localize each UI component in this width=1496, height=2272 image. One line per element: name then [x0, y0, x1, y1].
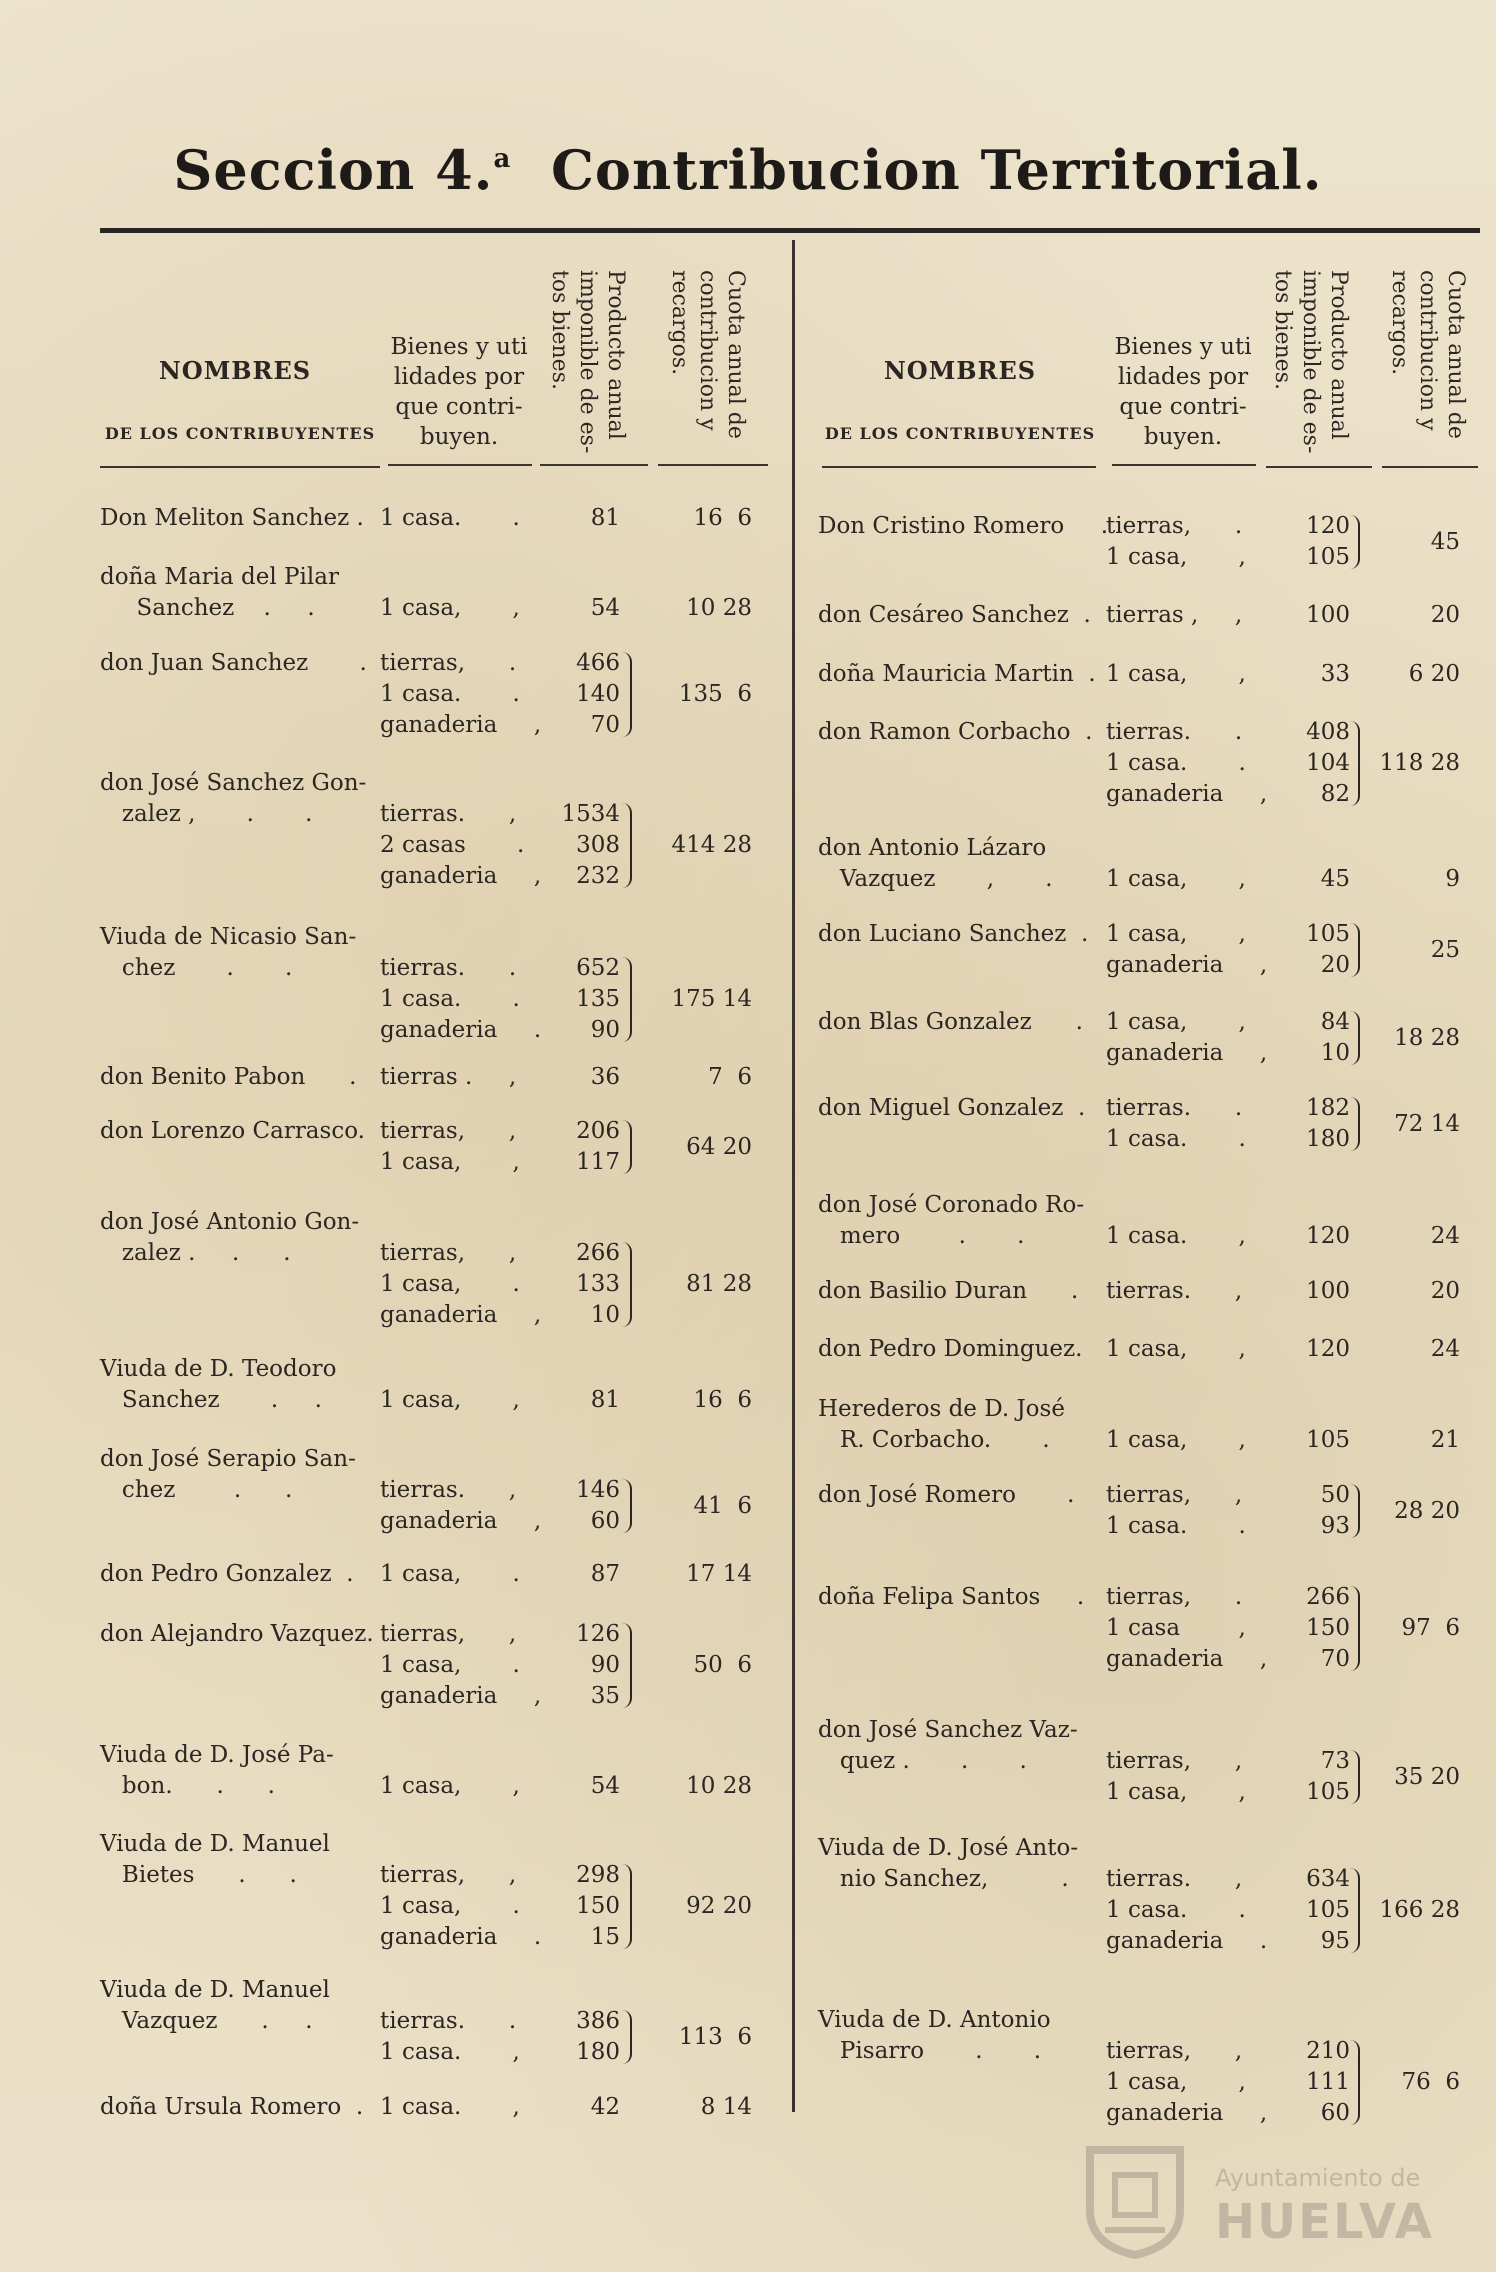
contributor-name: Sanchez . .	[100, 595, 315, 621]
producto-value: 105	[1306, 921, 1350, 947]
bien-item: tierras, ,	[1106, 2038, 1243, 2064]
contributor-name: Viuda de D. Teodoro	[100, 1356, 337, 1382]
bien-item: tierras. ,	[1106, 1866, 1243, 1892]
producto-value: 45	[1320, 866, 1350, 892]
contributor-name: R. Corbacho. .	[818, 1427, 1050, 1453]
bien-item: tierras. .	[1106, 1095, 1243, 1121]
header-producto-left	[545, 270, 629, 460]
header-names-left: NOMBRES	[158, 356, 312, 385]
contributor-name: don José Antonio Gon-	[100, 1209, 360, 1235]
cuota-value: 16 6	[693, 1387, 752, 1413]
cuota-value: 25	[1430, 936, 1460, 963]
header-line: contribucion y	[1415, 270, 1440, 431]
contributor-name: don Miguel Gonzalez .	[818, 1095, 1086, 1121]
header-line: buyen.	[1143, 424, 1223, 450]
contributor-name: don Antonio Lázaro	[818, 835, 1047, 861]
producto-value: 60	[590, 1508, 620, 1534]
producto-value: 210	[1306, 2038, 1350, 2064]
bien-item: 1 casa, ,	[1106, 1336, 1246, 1362]
bien-item: 1 casa ,	[1106, 1615, 1246, 1641]
contributor-name: don José Coronado Ro-	[818, 1192, 1085, 1218]
brace-mark	[622, 652, 632, 737]
column-divider	[792, 240, 795, 2112]
producto-value: 266	[576, 1240, 620, 1266]
header-line: Producto anual	[1326, 270, 1351, 440]
cuota-value: 9	[1445, 866, 1460, 892]
bien-item: tierras, .	[1106, 513, 1243, 539]
watermark-line1: Ayuntamiento de	[1215, 2164, 1421, 2192]
producto-value: 120	[1306, 1336, 1350, 1362]
contributor-name: Viuda de D. José Pa-	[100, 1742, 334, 1768]
contributor-name: zalez . . .	[100, 1240, 291, 1266]
cuota-value: 17 14	[686, 1561, 752, 1587]
producto-value: 81	[590, 505, 620, 531]
producto-value: 90	[590, 1017, 620, 1043]
cuota-value: 50 6	[693, 1652, 752, 1678]
header-line: Bienes y uti	[390, 334, 528, 360]
producto-value: 33	[1320, 661, 1350, 687]
producto-value: 266	[1306, 1584, 1350, 1610]
producto-value: 100	[1306, 1278, 1350, 1304]
producto-value: 105	[1306, 1897, 1350, 1923]
bien-item: ganaderia ,	[1106, 1646, 1268, 1672]
contributor-name: Herederos de D. José	[818, 1396, 1065, 1422]
cuota-value: 64 20	[686, 1133, 752, 1160]
bien-item: 1 casa. .	[1106, 1513, 1246, 1539]
bien-item: 2 casas .	[380, 832, 525, 858]
contributor-name: nio Sanchez, .	[818, 1866, 1069, 1892]
bien-item: 1 casa, ,	[380, 1149, 520, 1175]
contributor-name: doña Ursula Romero .	[100, 2094, 364, 2120]
bien-item: tierras, ,	[380, 1862, 517, 1888]
producto-value: 133	[576, 1271, 620, 1297]
cuota-value: 414 28	[671, 832, 752, 858]
producto-value: 105	[1306, 1779, 1350, 1805]
brace-mark	[1350, 923, 1360, 977]
contributor-name: Viuda de D. José Anto-	[818, 1835, 1079, 1861]
producto-value: 54	[590, 595, 620, 621]
header-line: lidades por	[1117, 364, 1249, 390]
header-underline	[1112, 464, 1256, 466]
cuota-value: 135 6	[678, 681, 752, 707]
bien-item: tierras. .	[380, 2008, 517, 2034]
cuota-value: 24	[1430, 1223, 1460, 1249]
bien-item: ganaderia ,	[380, 1683, 542, 1709]
bien-item: tierras, ,	[1106, 1748, 1243, 1774]
header-underline	[540, 464, 648, 466]
bien-item: 1 casa. .	[1106, 1897, 1246, 1923]
bien-item: ganaderia ,	[1106, 1040, 1268, 1066]
header-cuota-left	[665, 270, 749, 460]
contributor-name: don Juan Sanchez .	[100, 650, 367, 676]
producto-value: 20	[1320, 952, 1350, 978]
page-title: Seccion 4.$^a$ Contribucion Territorial.	[173, 138, 1323, 202]
producto-value: 634	[1306, 1866, 1350, 1892]
brace-mark	[622, 1479, 632, 1533]
bien-item: 1 casa. .	[380, 986, 520, 1012]
bien-item: ganaderia ,	[380, 712, 542, 738]
producto-value: 35	[590, 1683, 620, 1709]
header-underline	[100, 466, 380, 468]
bien-item: ganaderia .	[380, 1924, 542, 1950]
producto-value: 308	[576, 832, 620, 858]
ayuntamiento-watermark	[1075, 2140, 1435, 2260]
producto-value: 70	[1320, 1646, 1350, 1672]
bien-item: 1 casa, ,	[1106, 866, 1246, 892]
contributor-name: don José Serapio San-	[100, 1446, 356, 1472]
brace-mark	[1350, 721, 1360, 806]
brace-mark	[1350, 1011, 1360, 1065]
contributor-name: Sanchez . .	[100, 1387, 322, 1413]
contributor-name: Vazquez , .	[818, 866, 1053, 892]
bien-item: tierras, ,	[380, 1118, 517, 1144]
header-underline	[388, 464, 532, 466]
bien-item: 1 casa. ,	[380, 2094, 520, 2120]
producto-value: 386	[576, 2008, 620, 2034]
bien-item: 1 casa, .	[380, 1561, 520, 1587]
cuota-value: 45	[1430, 528, 1460, 555]
cuota-value: 118 28	[1379, 750, 1460, 776]
producto-value: 652	[576, 955, 620, 981]
header-line: Bienes y uti	[1114, 334, 1252, 360]
cuota-value: 20	[1430, 602, 1460, 628]
contributor-name: don Cesáreo Sanchez .	[818, 602, 1091, 628]
brace-mark	[622, 1623, 632, 1708]
bien-item: 1 casa. ,	[380, 2039, 520, 2065]
brace-mark	[622, 2010, 632, 2064]
bien-item: ganaderia ,	[380, 1508, 542, 1534]
brace-mark	[622, 1120, 632, 1174]
contributor-name: bon. . .	[100, 1773, 275, 1799]
bien-item: 1 casa. .	[1106, 1126, 1246, 1152]
cuota-value: 28 20	[1394, 1497, 1460, 1524]
title-rule	[100, 228, 1480, 233]
contributor-name: don Pedro Gonzalez .	[100, 1561, 354, 1587]
cuota-value: 76 6	[1401, 2069, 1460, 2095]
header-line: recargos.	[667, 270, 692, 376]
bien-item: 1 casa, ,	[380, 595, 520, 621]
producto-value: 232	[576, 863, 620, 889]
producto-value: 60	[1320, 2100, 1350, 2126]
header-line: Producto anual	[603, 270, 628, 440]
producto-value: 135	[576, 986, 620, 1012]
contributor-name: Don Cristino Romero .	[818, 513, 1109, 539]
header-underline	[1266, 466, 1372, 468]
cuota-value: 41 6	[693, 1492, 752, 1519]
contributor-name: Pisarro . .	[818, 2038, 1042, 2064]
cuota-value: 92 20	[686, 1893, 752, 1919]
bien-item: 1 casa. .	[1106, 750, 1246, 776]
contributor-name: don José Sanchez Gon-	[100, 770, 367, 796]
bien-item: 1 casa, ,	[380, 1773, 520, 1799]
producto-value: 87	[590, 1561, 620, 1587]
bien-item: tierras . ,	[380, 1064, 517, 1090]
cuota-value: 18 28	[1394, 1024, 1460, 1051]
contributor-name: don Luciano Sanchez .	[818, 921, 1089, 947]
brace-mark	[622, 1242, 632, 1327]
brace-mark	[1350, 2040, 1360, 2125]
contributor-name: don Basilio Duran .	[818, 1278, 1079, 1304]
producto-value: 120	[1306, 513, 1350, 539]
header-line: lidades por	[393, 364, 525, 390]
cuota-value: 35 20	[1394, 1763, 1460, 1790]
producto-value: 466	[576, 650, 620, 676]
producto-value: 105	[1306, 1427, 1350, 1453]
cuota-value: 72 14	[1394, 1110, 1460, 1137]
cuota-value: 10 28	[686, 595, 752, 621]
bien-item: 1 casa, ,	[1106, 2069, 1246, 2095]
contributor-name: don José Sanchez Vaz-	[818, 1717, 1078, 1743]
contributor-name: zalez , . .	[100, 801, 313, 827]
producto-value: 100	[1306, 602, 1350, 628]
producto-value: 36	[590, 1064, 620, 1090]
producto-value: 104	[1306, 750, 1350, 776]
contributor-name: doña Felipa Santos .	[818, 1584, 1085, 1610]
bien-item: 1 casa, ,	[1106, 1427, 1246, 1453]
header-line: recargos.	[1387, 270, 1412, 376]
producto-value: 10	[590, 1302, 620, 1328]
contributor-name: don Alejandro Vazquez.	[100, 1621, 374, 1647]
cuota-value: 7 6	[708, 1064, 752, 1090]
producto-value: 126	[576, 1621, 620, 1647]
producto-value: 150	[1306, 1615, 1350, 1641]
brace-mark	[1350, 1484, 1360, 1538]
brace-mark	[622, 1864, 632, 1949]
bien-item: ganaderia ,	[380, 1302, 542, 1328]
brace-mark	[1350, 1097, 1360, 1151]
bien-item: 1 casa, ,	[1106, 1779, 1246, 1805]
bien-item: 1 casa, .	[380, 1652, 520, 1678]
contributor-name: doña Maria del Pilar	[100, 564, 339, 590]
producto-value: 15	[590, 1924, 620, 1950]
contributor-name: don Lorenzo Carrasco.	[100, 1118, 365, 1144]
brace-mark	[1350, 1586, 1360, 1671]
brace-mark	[1350, 515, 1360, 569]
brace-mark	[622, 957, 632, 1042]
producto-value: 140	[576, 681, 620, 707]
bien-item: ganaderia ,	[1106, 952, 1268, 978]
header-cuota-right	[1385, 270, 1469, 460]
brace-mark	[1350, 1750, 1360, 1804]
producto-value: 105	[1306, 544, 1350, 570]
contributor-name: Viuda de Nicasio San-	[100, 924, 357, 950]
header-line: buyen.	[419, 424, 499, 450]
producto-value: 70	[590, 712, 620, 738]
bien-item: tierras , ,	[1106, 602, 1243, 628]
bien-item: ganaderia .	[380, 1017, 542, 1043]
bien-item: 1 casa, ,	[1106, 1009, 1246, 1035]
header-names-right: NOMBRES	[883, 356, 1037, 385]
bien-item: tierras. .	[1106, 719, 1243, 745]
producto-value: 82	[1320, 781, 1350, 807]
cuota-value: 166 28	[1379, 1897, 1460, 1923]
header-line: contribucion y	[695, 270, 720, 431]
header-line: imponible de es-	[575, 270, 600, 454]
header-bienes-right	[1108, 332, 1258, 452]
producto-value: 95	[1320, 1928, 1350, 1954]
contributor-name: quez . . .	[818, 1748, 1027, 1774]
producto-value: 298	[576, 1862, 620, 1888]
producto-value: 90	[590, 1652, 620, 1678]
header-line: que contri-	[395, 394, 523, 420]
producto-value: 408	[1306, 719, 1350, 745]
header-underline	[1382, 466, 1478, 468]
producto-value: 84	[1320, 1009, 1350, 1035]
producto-value: 54	[590, 1773, 620, 1799]
brace-mark	[1350, 1868, 1360, 1953]
header-line: Cuota anual de	[723, 270, 748, 439]
bien-item: 1 casa, ,	[1106, 661, 1246, 687]
contributor-name: don Benito Pabon .	[100, 1064, 357, 1090]
cuota-value: 8 14	[700, 2094, 752, 2120]
coat-of-arms-icon	[1075, 2140, 1195, 2260]
contributor-name: Vazquez . .	[100, 2008, 313, 2034]
header-contribuyentes-right: DE LOS CONTRIBUYENTES	[824, 424, 1096, 443]
bien-item: 1 casa, ,	[1106, 921, 1246, 947]
contributor-name: mero . .	[818, 1223, 1025, 1249]
producto-value: 73	[1320, 1748, 1350, 1774]
contributor-name: Viuda de D. Manuel	[100, 1977, 330, 2003]
producto-value: 182	[1306, 1095, 1350, 1121]
bien-item: 1 casa, .	[380, 1271, 520, 1297]
contributor-name: Viuda de D. Antonio	[818, 2007, 1051, 2033]
producto-value: 117	[576, 1149, 620, 1175]
producto-value: 146	[576, 1477, 620, 1503]
producto-value: 10	[1320, 1040, 1350, 1066]
cuota-value: 21	[1430, 1427, 1460, 1453]
producto-value: 120	[1306, 1223, 1350, 1249]
bien-item: tierras. ,	[380, 1477, 517, 1503]
producto-value: 1534	[561, 801, 620, 827]
header-producto-right	[1268, 270, 1352, 460]
cuota-value: 10 28	[686, 1773, 752, 1799]
watermark-line2: HUELVA	[1215, 2194, 1434, 2250]
producto-value: 150	[576, 1893, 620, 1919]
header-underline	[822, 466, 1096, 468]
header-line: imponible de es-	[1298, 270, 1323, 454]
bien-item: 1 casa. .	[380, 681, 520, 707]
bien-item: 1 casa, ,	[1106, 544, 1246, 570]
producto-value: 93	[1320, 1513, 1350, 1539]
producto-value: 42	[590, 2094, 620, 2120]
bien-item: tierras, ,	[380, 1621, 517, 1647]
contributor-name: don José Romero .	[818, 1482, 1075, 1508]
contributor-name: Bietes . .	[100, 1862, 297, 1888]
producto-value: 111	[1306, 2069, 1350, 2095]
cuota-value: 113 6	[678, 2023, 752, 2050]
bien-item: tierras. ,	[1106, 1278, 1243, 1304]
contributor-name: chez . .	[100, 955, 293, 981]
cuota-value: 20	[1430, 1278, 1460, 1304]
cuota-value: 6 20	[1408, 661, 1460, 687]
bien-item: tierras, .	[1106, 1584, 1243, 1610]
header-underline	[658, 464, 768, 466]
header-bienes-left	[384, 332, 534, 452]
contributor-name: don Pedro Dominguez.	[818, 1336, 1083, 1362]
bien-item: 1 casa, .	[380, 1893, 520, 1919]
bien-item: tierras, .	[380, 650, 517, 676]
contributor-name: chez . .	[100, 1477, 293, 1503]
header-line: tos bienes.	[547, 270, 572, 390]
bien-item: 1 casa, ,	[380, 1387, 520, 1413]
bien-item: tierras. .	[380, 955, 517, 981]
cuota-value: 16 6	[693, 505, 752, 531]
cuota-value: 97 6	[1401, 1615, 1460, 1641]
bien-item: tierras, ,	[1106, 1482, 1243, 1508]
contributor-name: Viuda de D. Manuel	[100, 1831, 330, 1857]
bien-item: ganaderia ,	[380, 863, 542, 889]
bien-item: ganaderia .	[1106, 1928, 1268, 1954]
bien-item: ganaderia ,	[1106, 2100, 1268, 2126]
cuota-value: 81 28	[686, 1271, 752, 1297]
contributor-name: Don Meliton Sanchez .	[100, 505, 364, 531]
bien-item: 1 casa. .	[380, 505, 520, 531]
bien-item: ganaderia ,	[1106, 781, 1268, 807]
contributor-name: don Ramon Corbacho .	[818, 719, 1093, 745]
header-line: que contri-	[1119, 394, 1247, 420]
producto-value: 180	[576, 2039, 620, 2065]
cuota-value: 24	[1430, 1336, 1460, 1362]
bien-item: 1 casa. ,	[1106, 1223, 1246, 1249]
producto-value: 50	[1320, 1482, 1350, 1508]
header-contribuyentes-left: DE LOS CONTRIBUYENTES	[104, 424, 376, 443]
contributor-name: doña Mauricia Martin .	[818, 661, 1096, 687]
producto-value: 180	[1306, 1126, 1350, 1152]
header-line: tos bienes.	[1270, 270, 1295, 390]
producto-value: 206	[576, 1118, 620, 1144]
contributor-name: don Blas Gonzalez .	[818, 1009, 1083, 1035]
bien-item: tierras, ,	[380, 1240, 517, 1266]
brace-mark	[622, 803, 632, 888]
header-line: Cuota anual de	[1443, 270, 1468, 439]
cuota-value: 175 14	[671, 986, 752, 1012]
bien-item: tierras. ,	[380, 801, 517, 827]
producto-value: 81	[590, 1387, 620, 1413]
